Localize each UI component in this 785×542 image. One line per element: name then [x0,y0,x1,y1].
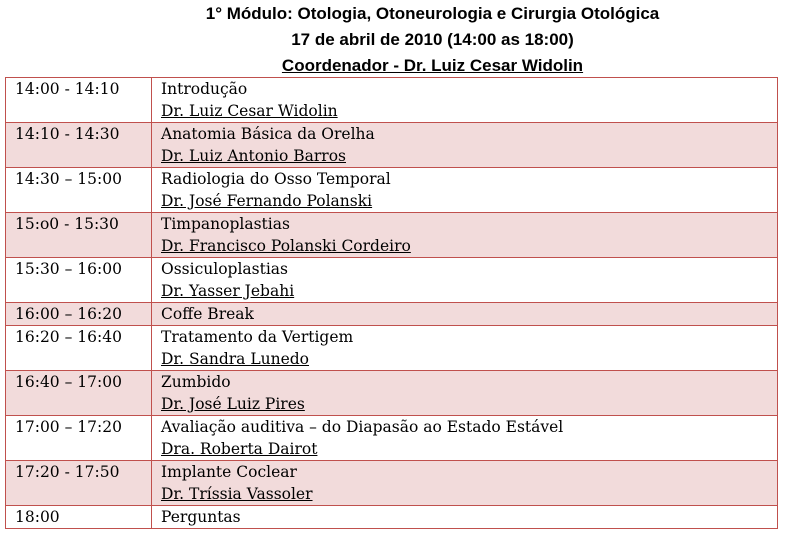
session-topic: Coffe Break [161,305,254,323]
session-topic: Zumbido [161,373,231,391]
schedule-row [6,416,778,461]
schedule-row [6,371,778,416]
session-details [152,461,778,506]
schedule-table [5,77,778,529]
schedule-row [6,326,778,371]
session-details [152,371,778,416]
session-speaker: Dr. José Fernando Polanski [161,192,373,210]
session-details [152,78,778,123]
session-time: 15:o0 - 15:30 [6,213,152,258]
session-details [152,258,778,303]
session-speaker: Dr. Luiz Antonio Barros [161,147,346,165]
schedule-row [6,506,778,529]
coordinator: Coordenador - Dr. Luiz Cesar Widolin [281,56,584,75]
session-speaker: Dr. Tríssia Vassoler [161,485,313,503]
session-details [152,303,778,326]
session-speaker: Dr. José Luiz Pires [161,395,305,413]
session-time: 14:30 – 15:00 [6,168,152,213]
session-details [152,168,778,213]
session-speaker: Dr. Yasser Jebahi [161,282,295,300]
session-time: 16:20 – 16:40 [6,326,152,371]
session-details [152,213,778,258]
session-topic: Radiologia do Osso Temporal [161,170,391,188]
session-time: 17:00 – 17:20 [6,416,152,461]
session-time: 16:40 – 17:00 [6,371,152,416]
schedule-row [6,123,778,168]
session-speaker: Dr. Sandra Lunedo [161,350,310,368]
session-topic: Tratamento da Vertigem [161,328,354,346]
session-topic: Anatomia Básica da Orelha [161,125,375,143]
schedule-row [6,213,778,258]
session-topic: Perguntas [161,508,241,526]
session-topic: Timpanoplastias [161,215,290,233]
session-speaker: Dr. Luiz Cesar Widolin [161,102,338,120]
session-time: 14:00 - 14:10 [6,78,152,123]
session-time: 16:00 – 16:20 [6,303,152,326]
session-time: 17:20 - 17:50 [6,461,152,506]
session-details [152,416,778,461]
module-title: 1° Módulo: Otologia, Otoneurologia e Cirurgia Otológica [205,4,660,23]
session-details [152,506,778,529]
session-topic: Avaliação auditiva – do Diapasão ao Estado Estável [161,418,564,436]
session-speaker: Dra. Roberta Dairot [161,440,318,458]
session-time: 15:30 – 16:00 [6,258,152,303]
schedule-row [6,78,778,123]
session-details [152,326,778,371]
session-time: 14:10 - 14:30 [6,123,152,168]
session-topic: Implante Coclear [161,463,297,481]
schedule-row [6,168,778,213]
schedule-row [6,258,778,303]
session-time: 18:00 [6,506,152,529]
schedule-row [6,461,778,506]
session-details [152,123,778,168]
event-date: 17 de abril de 2010 (14:00 as 18:00) [291,30,574,49]
session-topic: Ossiculoplastias [161,260,288,278]
session-topic: Introdução [161,80,248,98]
schedule-row [6,303,778,326]
session-speaker: Dr. Francisco Polanski Cordeiro [161,237,411,255]
